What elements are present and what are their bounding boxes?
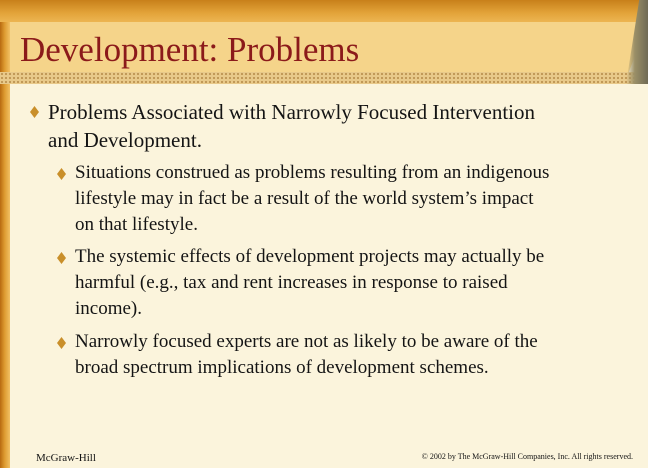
diamond-bullet-icon (57, 337, 66, 349)
footer-copyright: © 2002 by The McGraw-Hill Companies, Inc. All rights reserved. (421, 452, 633, 461)
diamond-bullet-icon (57, 252, 66, 264)
subbullet-1-text: Situations construed as problems resulting from an indigenous lifestyle may in fact be a result of the world system’s impact on that lifestyle. (75, 162, 550, 235)
top-decorative-band (0, 0, 648, 22)
subbullet-1 (75, 160, 549, 238)
left-decorative-bar (0, 0, 10, 468)
bullet-1-text: Problems Associated with Narrowly Focused Intervention and Development. (48, 100, 535, 152)
subbullet-2-text: The systemic effects of development projects may actually be harmful (e.g., tax and rent increases in response to raised income). (75, 246, 545, 319)
subbullet-2 (75, 244, 544, 322)
slide-title: Development: Problems (20, 30, 360, 69)
diamond-bullet-icon (30, 106, 39, 118)
bullet-1 (48, 98, 535, 154)
subbullet-3 (75, 329, 538, 381)
footer-publisher: McGraw-Hill (36, 452, 96, 464)
diamond-bullet-icon (57, 168, 66, 180)
subbullet-3-text: Narrowly focused experts are not as likely to be aware of the broad spectrum implications of development schemes. (75, 331, 538, 378)
